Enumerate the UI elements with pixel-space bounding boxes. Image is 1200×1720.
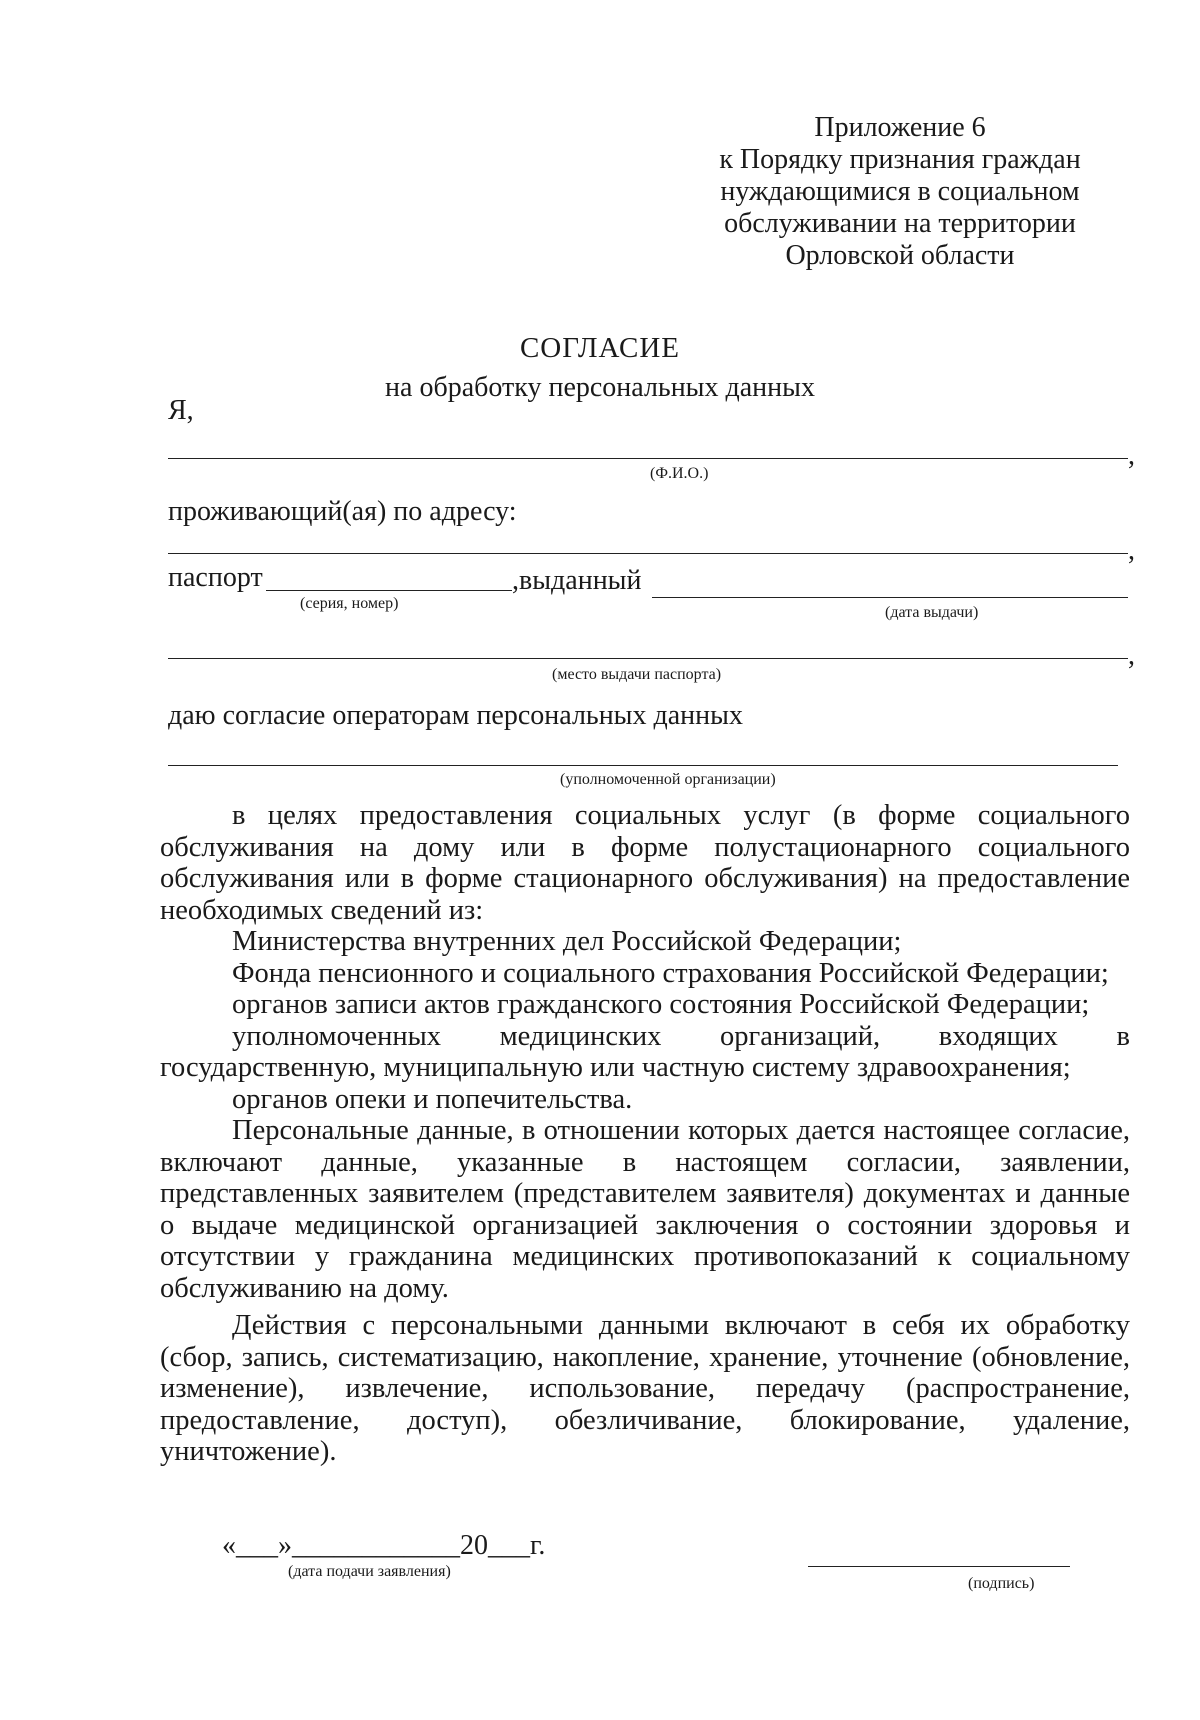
- source-item: уполномоченных медицинских организаций, входящих в государственную, муниципальную или частную систему здравоохранения;: [160, 1020, 1130, 1083]
- fio-comma: ,: [1128, 440, 1135, 471]
- passport-label: паспорт: [168, 562, 263, 593]
- issue-date-line: [652, 597, 1128, 598]
- appendix-line: Орловской области: [785, 240, 1015, 271]
- organization-caption: (уполномоченной организации): [560, 771, 776, 788]
- source-item: Министерства внутренних дел Российской Федерации;: [232, 926, 902, 957]
- source-item: органов опеки и попечительства.: [232, 1083, 633, 1115]
- purpose-paragraph: в целях предоставления социальных услуг (в форме социального обслуживания на дому или в форме полустационарного социального обслуживания или в форме стационарного обслуживания) на предоставление необходимых сведений из:: [160, 800, 1130, 926]
- date-caption: (дата выдачи): [885, 604, 979, 621]
- appendix-header: [690, 112, 1110, 272]
- address-field-line: [168, 553, 1128, 554]
- processing-actions-paragraph: Действия с персональными данными включают в себя их обработку (сбор, запись, систематизацию, накопление, хранение, уточнение (обновление, изменение), извлечение, использование, передачу (распространение, предоставление, доступ), обезличивание, блокирование, удаление, уничтожение).: [160, 1310, 1130, 1467]
- fio-field-line: [168, 458, 1128, 459]
- consent-label: даю согласие операторам персональных данных: [168, 700, 743, 731]
- submission-date-line: «___»____________20___г.: [222, 1530, 546, 1561]
- submission-date-caption: (дата подачи заявления): [288, 1563, 451, 1580]
- signature-caption: (подпись): [968, 1575, 1035, 1592]
- personal-data-paragraph: Персональные данные, в отношении которых дается настоящее согласие, включают данные, указанные в настоящем согласии, заявлении, представленных заявителем (представителем заявителя) документах и данные о выдаче медицинской организацией заключения о состоянии здоровья и отсутствии у гражданина медицинских противопоказаний к социальному обслуживанию на дому.: [160, 1115, 1130, 1304]
- source-item: Фонда пенсионного и социального страхования Российской Федерации;: [232, 957, 1109, 989]
- address-label: проживающий(ая) по адресу:: [168, 496, 517, 527]
- appendix-line: к Порядку признания граждан: [719, 144, 1081, 175]
- series-caption: (серия, номер): [300, 595, 399, 612]
- passport-series-line: [266, 590, 512, 591]
- place-comma: ,: [1128, 640, 1135, 671]
- appendix-line: Приложение 6: [814, 112, 986, 143]
- address-comma: ,: [1128, 535, 1135, 566]
- place-caption: (место выдачи паспорта): [552, 666, 722, 683]
- fio-caption: (Ф.И.О.): [650, 465, 709, 482]
- issue-place-line: [168, 658, 1128, 659]
- organization-line: [168, 765, 1118, 766]
- source-item: органов записи актов гражданского состояния Российской Федерации;: [232, 989, 1090, 1020]
- document-subtitle: на обработку персональных данных: [385, 372, 815, 403]
- signature-line: [808, 1566, 1070, 1567]
- consent-body: [160, 800, 1130, 1468]
- issued-label: ,выданный: [512, 565, 642, 596]
- appendix-line: обслуживании на территории: [724, 208, 1076, 239]
- appendix-line: нуждающимися в социальном: [720, 176, 1080, 207]
- document-title: СОГЛАСИЕ: [519, 332, 681, 364]
- i-label: Я,: [168, 395, 194, 426]
